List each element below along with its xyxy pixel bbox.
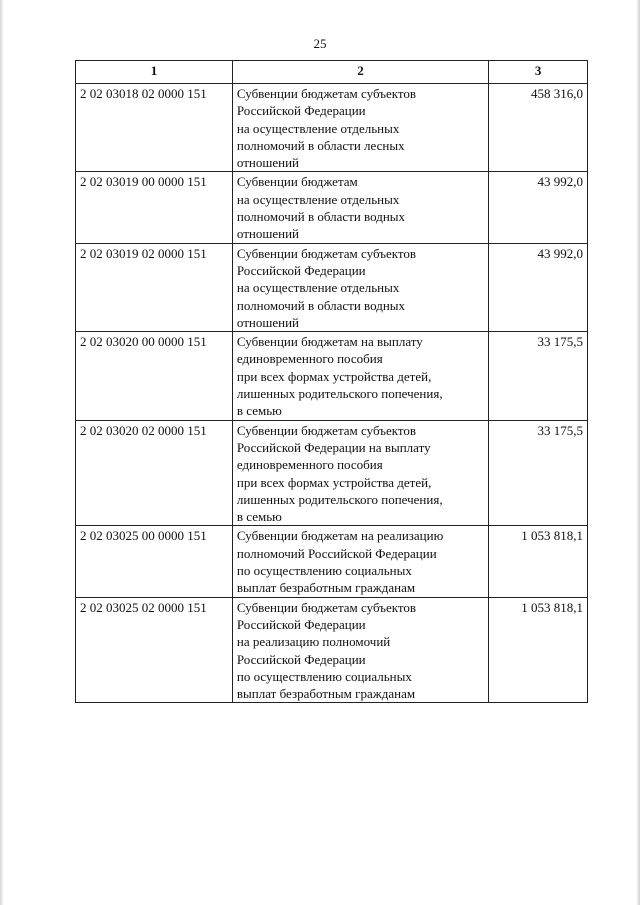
description-line: лишенных родительского попечения, xyxy=(236,386,443,402)
description-line: полномочий в области лесных xyxy=(236,137,405,153)
description-cell xyxy=(232,332,488,420)
description-line: на осуществление отдельных xyxy=(236,120,400,136)
description-line: Субвенции бюджетам на реализацию xyxy=(236,528,444,544)
description-line: отношений xyxy=(236,155,300,171)
amount-cell: 43 992,0 xyxy=(489,243,588,331)
description-line: полномочий в области водных xyxy=(236,209,406,225)
description-cell xyxy=(232,172,488,243)
column-header-amount: 3 xyxy=(489,61,588,84)
table-row xyxy=(76,420,588,526)
table-row xyxy=(76,526,588,597)
table-row xyxy=(76,597,588,703)
table-body xyxy=(76,84,588,703)
revenue-code-cell: 2 02 03025 00 0000 151 xyxy=(76,526,233,597)
description-line: Субвенции бюджетам субъектов xyxy=(236,245,417,261)
revenue-code-cell: 2 02 03020 00 0000 151 xyxy=(76,332,233,420)
description-line: выплат безработным гражданам xyxy=(236,686,416,702)
table-header-row xyxy=(76,61,588,84)
description-line: Российской Федерации xyxy=(236,262,366,278)
description-line: Субвенции бюджетам xyxy=(236,174,358,190)
description-cell xyxy=(232,243,488,331)
description-line: на реализацию полномочий xyxy=(236,634,391,650)
description-line: лишенных родительского попечения, xyxy=(236,491,443,507)
description-cell xyxy=(232,526,488,597)
revenue-code-cell: 2 02 03019 02 0000 151 xyxy=(76,243,233,331)
description-cell xyxy=(232,84,488,172)
table-row xyxy=(76,243,588,331)
description-line: Российской Федерации xyxy=(236,103,366,119)
description-line: по осуществлению социальных xyxy=(236,668,412,684)
description-line: отношений xyxy=(236,226,300,242)
table-row xyxy=(76,172,588,243)
amount-cell: 43 992,0 xyxy=(489,172,588,243)
description-line: на осуществление отдельных xyxy=(236,191,400,207)
description-line: полномочий в области водных xyxy=(236,297,406,313)
description-line: Субвенции бюджетам субъектов xyxy=(236,422,417,438)
description-line: на осуществление отдельных xyxy=(236,280,400,296)
description-line: в семью xyxy=(236,403,282,419)
description-line: Субвенции бюджетам субъектов xyxy=(236,599,417,615)
description-line: полномочий Российской Федерации xyxy=(236,545,437,561)
description-line: Российской Федерации на выплату xyxy=(236,439,431,455)
page-number: 25 xyxy=(313,36,327,51)
description-line: по осуществлению социальных xyxy=(236,563,412,579)
table-row xyxy=(76,84,588,172)
column-header-description: 2 xyxy=(232,61,488,84)
description-line: в семью xyxy=(236,509,282,525)
description-cell xyxy=(232,597,488,703)
revenue-code-cell: 2 02 03019 00 0000 151 xyxy=(76,172,233,243)
description-line: выплат безработным гражданам xyxy=(236,580,416,596)
scan-edge-left xyxy=(0,0,3,905)
revenue-code-cell: 2 02 03018 02 0000 151 xyxy=(76,84,233,172)
description-line: единовременного пособия xyxy=(236,351,383,367)
description-line: Российской Федерации xyxy=(236,616,366,632)
amount-cell: 458 316,0 xyxy=(489,84,588,172)
column-header-code: 1 xyxy=(76,61,233,84)
revenue-code-cell: 2 02 03020 02 0000 151 xyxy=(76,420,233,526)
description-line: отношений xyxy=(236,314,300,330)
table-row xyxy=(76,332,588,420)
budget-table xyxy=(75,60,588,703)
description-cell xyxy=(232,420,488,526)
amount-cell: 1 053 818,1 xyxy=(489,597,588,703)
amount-cell: 33 175,5 xyxy=(489,420,588,526)
amount-cell: 1 053 818,1 xyxy=(489,526,588,597)
revenue-code-cell: 2 02 03025 02 0000 151 xyxy=(76,597,233,703)
description-line: Российской Федерации xyxy=(236,651,366,667)
description-line: при всех формах устройства детей, xyxy=(236,474,432,490)
amount-cell: 33 175,5 xyxy=(489,332,588,420)
description-line: при всех формах устройства детей, xyxy=(236,368,432,384)
description-line: Субвенции бюджетам субъектов xyxy=(236,86,417,101)
description-line: Субвенции бюджетам на выплату xyxy=(236,334,423,350)
description-line: единовременного пособия xyxy=(236,457,383,473)
